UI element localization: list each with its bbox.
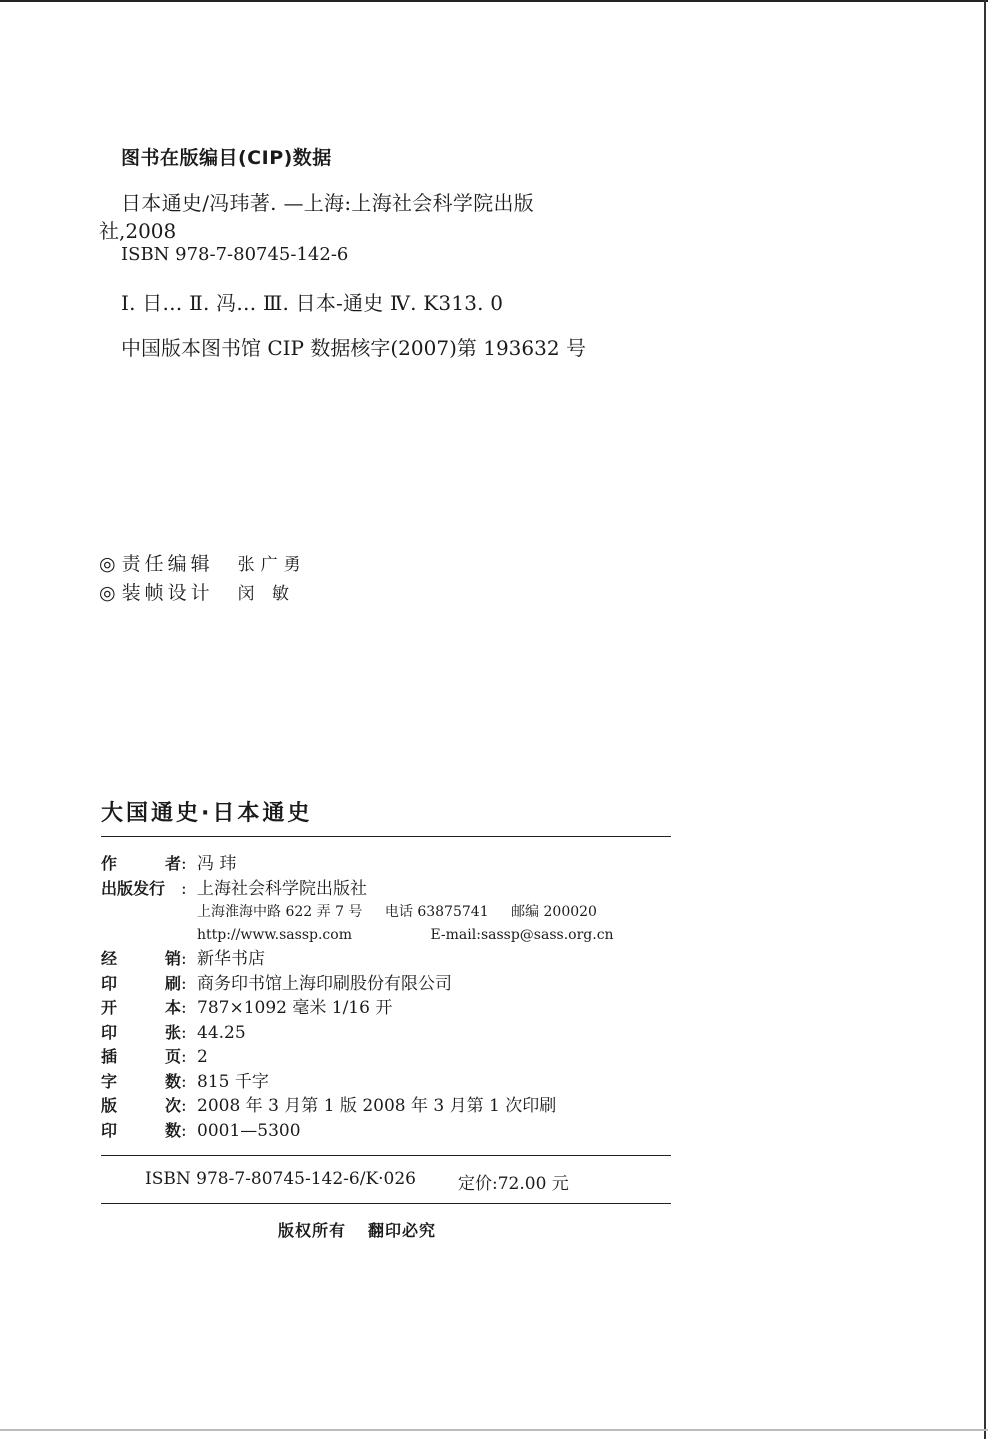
- address: 上海淮海中路 622 弄 7 号: [197, 904, 363, 920]
- credit-role: 责任编辑: [121, 553, 214, 575]
- info-label: 出版发行: [101, 878, 166, 898]
- publisher-web-line: [101, 924, 671, 947]
- info-label: 开 本: [101, 998, 181, 1017]
- info-label: 版 次: [101, 1096, 181, 1115]
- cip-classification: Ⅰ. 日… Ⅱ. 冯… Ⅲ. 日本-通史 Ⅳ. K313. 0: [121, 291, 504, 315]
- divider: [101, 1203, 671, 1204]
- format-value: 787×1092 毫米 1/16 开: [197, 998, 393, 1018]
- bullet-icon: ◎: [99, 553, 116, 575]
- distributor-value: 新华书店: [197, 949, 265, 969]
- publisher-contact-line: [101, 901, 671, 924]
- info-row-publisher: 出版发行 : 上海社会科学院出版社: [101, 877, 671, 902]
- cip-heading: 图书在版编目(CIP)数据: [121, 147, 332, 169]
- phone: 电话 63875741: [384, 904, 489, 920]
- info-label: 印 刷: [101, 973, 181, 993]
- author-value: 冯 玮: [197, 854, 237, 874]
- publication-info: [101, 852, 671, 1143]
- plates-value: 2: [197, 1047, 208, 1067]
- info-label: 插 页: [101, 1047, 181, 1066]
- credit-name: 闵 敏: [237, 584, 296, 604]
- website: http://www.sassp.com: [197, 927, 352, 943]
- scan-edge-bottom: [0, 1429, 988, 1431]
- word-count-value: 815 千字: [197, 1071, 269, 1092]
- edition-value: 2008 年 3 月第 1 版 2008 年 3 月第 1 次印刷: [197, 1096, 557, 1116]
- price: 定价:72.00 元: [458, 1174, 569, 1194]
- rights-reserved: 版权所有: [278, 1221, 347, 1240]
- copyright-notice: [278, 1218, 436, 1241]
- email: E-mail:sassp@sass.org.cn: [430, 927, 614, 943]
- cip-isbn: ISBN 978-7-80745-142-6: [121, 244, 349, 265]
- info-row-plates: 插 页 : 2: [101, 1045, 671, 1070]
- info-row-author: 作 者 : 冯 玮: [101, 852, 671, 877]
- info-row-print-run: 印 数 : 0001—5300: [101, 1119, 671, 1144]
- info-row-printer: 印 刷 : 商务印书馆上海印刷股份有限公司: [101, 972, 671, 997]
- divider: [101, 836, 671, 837]
- publisher-value: 上海社会科学院出版社: [197, 878, 367, 899]
- bullet-icon: ◎: [99, 582, 116, 604]
- info-row-distributor: 经 销 : 新华书店: [101, 947, 671, 972]
- cip-publisher-year: 社,2008: [99, 219, 177, 243]
- info-row-format: 开 本 : 787×1092 毫米 1/16 开: [101, 996, 671, 1021]
- scan-edge-right: [984, 0, 986, 1439]
- book-title: 大国通史·日本通史: [101, 801, 313, 826]
- divider: [101, 1155, 671, 1156]
- footer-isbn: ISBN 978-7-80745-142-6/K·026: [145, 1169, 416, 1189]
- credit-designer: [99, 578, 295, 605]
- cip-title-line: 日本通史/冯玮著. —上海:上海社会科学院出版: [121, 191, 535, 215]
- credit-role: 装帧设计: [121, 582, 214, 604]
- sheets-value: 44.25: [197, 1022, 246, 1043]
- info-label: 经 销: [101, 949, 181, 968]
- printer-value: 商务印书馆上海印刷股份有限公司: [197, 973, 452, 994]
- info-label: 字 数: [101, 1071, 181, 1091]
- reprint-prohibited: 翻印必究: [368, 1221, 437, 1240]
- credit-name: 张广勇: [237, 555, 307, 575]
- print-run-value: 0001—5300: [197, 1120, 301, 1141]
- info-row-word-count: 字 数 : 815 千字: [101, 1070, 671, 1095]
- cip-number: 中国版本图书馆 CIP 数据核字(2007)第 193632 号: [121, 336, 586, 360]
- scan-edge-top: [0, 0, 988, 2]
- info-row-edition: 版 次 : 2008 年 3 月第 1 版 2008 年 3 月第 1 次印刷: [101, 1094, 671, 1119]
- postcode: 邮编 200020: [511, 904, 597, 920]
- info-row-sheets: 印 张 : 44.25: [101, 1021, 671, 1046]
- info-label: 印 张: [101, 1022, 181, 1042]
- credit-editor: [99, 549, 307, 576]
- info-label: 作 者: [101, 854, 181, 873]
- info-label: 印 数: [101, 1120, 181, 1140]
